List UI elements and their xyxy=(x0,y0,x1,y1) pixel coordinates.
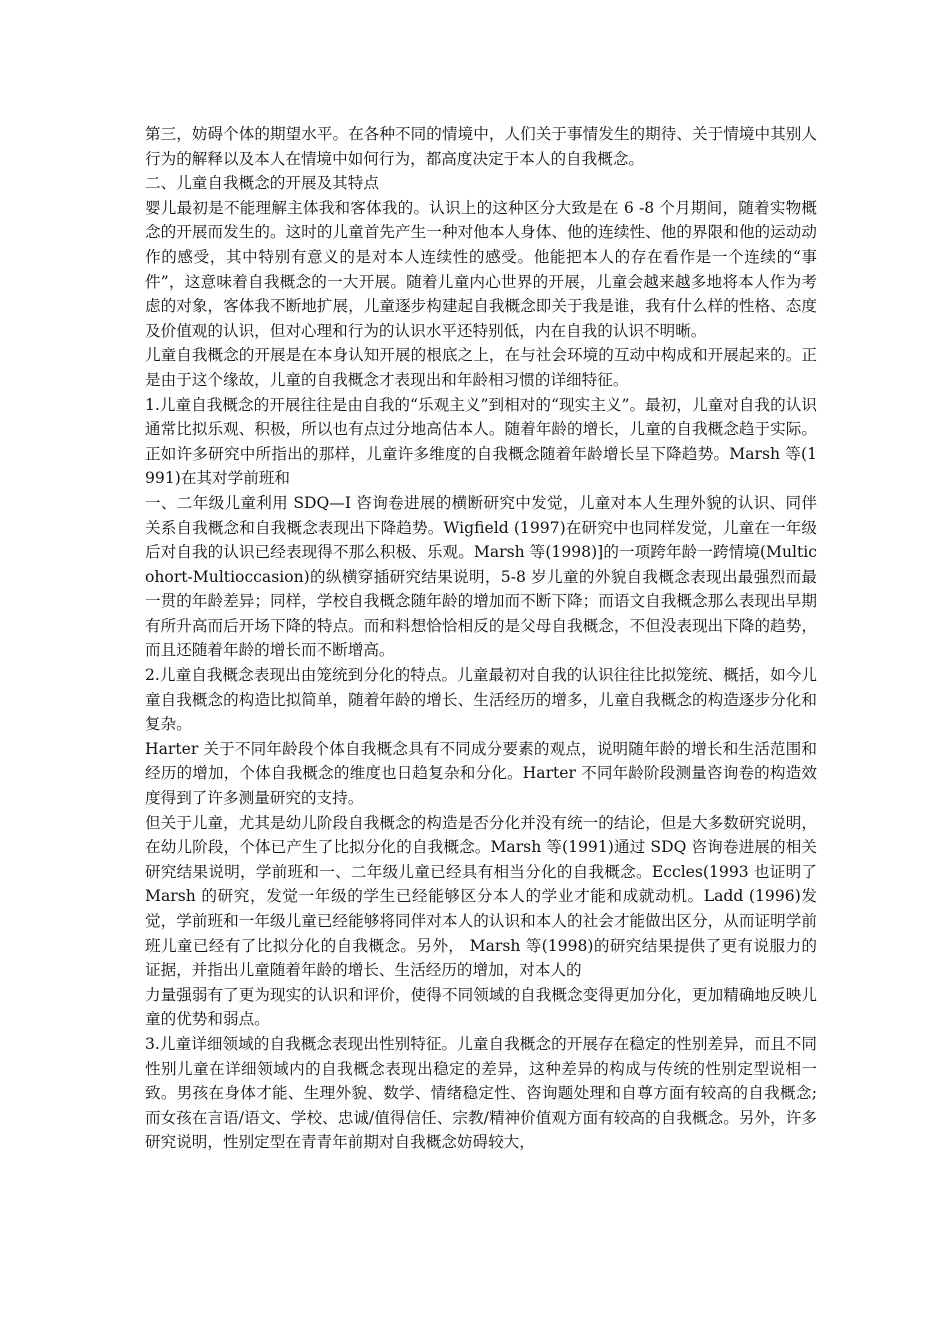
paragraph: 力量强弱有了更为现实的认识和评价，使得不同领域的自我概念变得更加分化，更加精确地反映儿童的优势和弱点。 xyxy=(145,985,817,1029)
paragraph: 但关于儿童，尤其是幼儿阶段自我概念的构造是否分化并没有统一的结论，但是大多数研究说明，在幼儿阶段，个体已产生了比拟分化的自我概念。Marsh 等(1991)通过 SDQ 咨询卷进展的相关研究结果说明，学前班和一、二年级儿童已经具有相当分化的自我概念。Eccles(1993 也证明了 Marsh 的研究，发觉一年级的学生已经能够区分本人的学业才能和成就动机。Ladd (1996)发觉，学前班和一年级儿童已经能够将同伴对本人的认识和本人的社会才能做出区分，从而证明学前班儿童已经有了比拟分化的自我概念。另外， Marsh 等(1998)的研究结果提供了更有说服力的证据，并指出儿童随着年龄的增长、生活经历的增加，对本人的 xyxy=(145,813,817,980)
paragraph: Harter 关于不同年龄段个体自我概念具有不同成分要素的观点，说明随年龄的增长和生活范围和经历的增加，个体自我概念的维度也日趋复杂和分化。Harter 不同年龄阶段测量咨询卷的构造效度得到了许多测量研究的支持。 xyxy=(145,739,817,808)
paragraph: 1.儿童自我概念的开展往往是由自我的“乐观主义”到相对的“现实主义”。最初，儿童对自我的认识通常比拟乐观、积极，所以也有点过分地高估本人。随着年龄的增长，儿童的自我概念趋于实际。正如许多研究中所指出的那样，儿童许多维度的自我概念随着年龄增长呈下降趋势。Marsh 等(1991)在其对学前班和 xyxy=(145,395,817,488)
paragraph: 3.儿童详细领域的自我概念表现出性别特征。儿童自我概念的开展存在稳定的性别差异，而且不同性别儿童在详细领域内的自我概念表现出稳定的差异，这种差异的构成与传统的性别定型说相一致。男孩在身体才能、生理外貌、数学、情绪稳定性、咨询题处理和自尊方面有较高的自我概念;而女孩在言语/语文、学校、忠诚/值得信任、宗教/精神价值观方面有较高的自我概念。另外，许多研究说明，性别定型在青青年前期对自我概念妨碍较大， xyxy=(145,1034,817,1152)
paragraph: 一、二年级儿童利用 SDQ—I 咨询卷进展的横断研究中发觉，儿童对本人生理外貌的认识、同伴关系自我概念和自我概念表现出下降趋势。Wigfield (1997)在研究中也同样发觉，儿童在一年级后对自我的认识已经表现得不那么积极、乐观。Marsh 等(1998)]的一项跨年龄一跨情境(Multicohort-Multioccasion)的纵横穿插研究结果说明，5-8 岁儿童的外貌自我概念表现出最强烈而最一贯的年龄差异；同样，学校自我概念随年龄的增加而不断下降；而语文自我概念那么表现出早期有所升高而后开场下降的特点。而和料想恰恰相反的是父母自我概念，不但没表现出下降的趋势，而且还随着年龄的增长而不断增高。 xyxy=(145,493,817,660)
paragraph: 儿童自我概念的开展是在本身认知开展的根底之上，在与社会环境的互动中构成和开展起来的。正是由于这个缘故，儿童的自我概念才表现出和年龄相习惯的详细特征。 xyxy=(145,346,817,389)
paragraph: 第三，妨碍个体的期望水平。在各种不同的情境中，人们关于事情发生的期待、关于情境中其别人行为的解释以及本人在情境中如何行为，都高度决定于本人的自我概念。 xyxy=(145,125,817,168)
paragraph: 婴儿最初是不能理解主体我和客体我的。认识上的这种区分大致是在 6 -8 个月期间，随着实物概念的开展而发生的。这时的儿童首先产生一种对他本人身体、他的连续性、他的界限和他的运动动作的感受，其中特别有意义的是对本人连续性的感受。他能把本人的存在看作是一个连续的“事件”，这意味着自我概念的一大开展。随着儿童内心世界的开展，儿童会越来越多地将本人作为考虑的对象，客体我不断地扩展，儿童逐步构建起自我概念即关于我是谁，我有什么样的性格、态度及价值观的认识，但对心理和行为的认识水平还特别低，内在自我的认识不明晰。 xyxy=(145,198,817,340)
section-heading: 二、儿童自我概念的开展及其特点 xyxy=(145,174,379,193)
paragraph: 2.儿童自我概念表现出由笼统到分化的特点。儿童最初对自我的认识往往比拟笼统、概括，如今儿童自我概念的构造比拟简单，随着年龄的增长、生活经历的增多，儿童自我概念的构造逐步分化和复杂。 xyxy=(145,666,817,734)
document-body xyxy=(145,122,817,1155)
